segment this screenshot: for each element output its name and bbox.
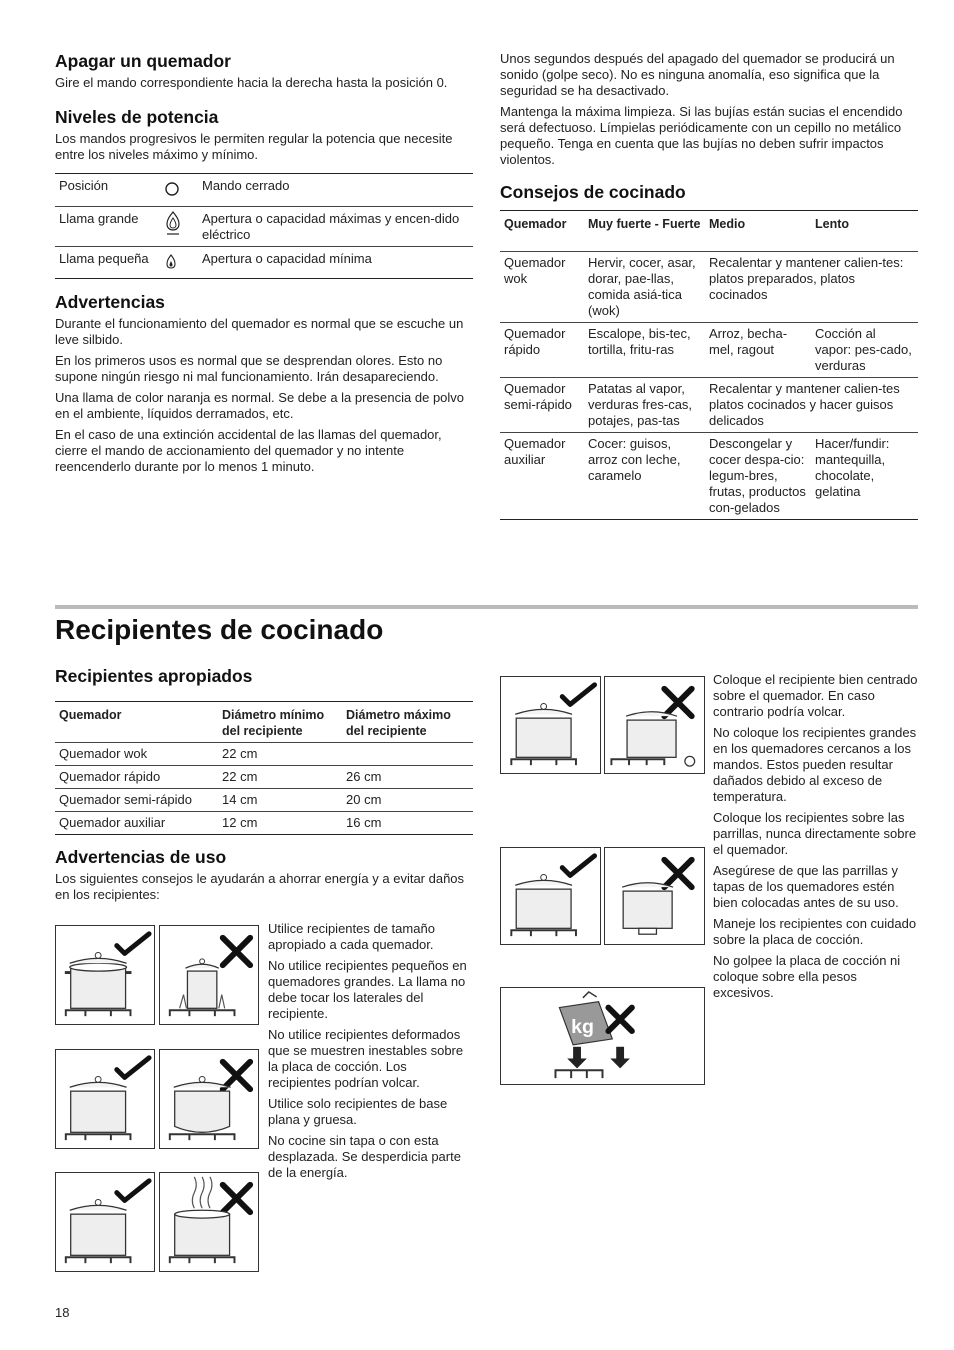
circle-icon <box>160 174 198 207</box>
apropiados-header: Diámetro mínimo del recipiente <box>222 708 325 738</box>
niveles-label: Llama grande <box>55 207 160 247</box>
consejos-row <box>500 378 918 433</box>
uso-intro: Los siguientes consejos le ayudarán a ahorrar energía y a evitar daños en los recipientes: <box>55 871 465 902</box>
advertencias-p3: Una llama de color naranja es normal. Se debe a la presencia de polvo en el ambiente, líquidos derramados, etc. <box>55 390 465 421</box>
left-column <box>55 50 473 480</box>
consejos-cell: Quemador wok <box>500 252 584 323</box>
consejos-row <box>500 433 918 520</box>
apropiados-cell: 12 cm <box>218 812 342 835</box>
page-number: 18 <box>55 1305 70 1320</box>
niveles-label: Posición <box>59 178 109 193</box>
apropiados-row <box>55 766 473 789</box>
pot-too-small-illustration <box>159 925 259 1025</box>
consejos-cell: Quemador auxiliar <box>500 433 584 520</box>
large-flame-icon <box>160 207 198 247</box>
consejos-cell: Quemador semi-rápido <box>500 378 584 433</box>
uso-tip: No cocine sin tapa o con esta desplazada. Se desperdicia parte de la energía. <box>268 1133 461 1180</box>
tip-right: No golpee la placa de cocción ni coloque sobre ella pesos excesivos. <box>713 953 901 1000</box>
apropiados-header-row <box>55 702 473 743</box>
tip-right: No coloque los recipientes grandes en los quemadores cercanos a los mandos. Estos pueden resultar dañados debido al exceso de temperatura. <box>713 725 917 804</box>
apropiados-cell: Quemador semi-rápido <box>55 789 218 812</box>
consejos-cell: Hervir, cocer, asar, dorar, pae-llas, comida asiá-tica (wok) <box>584 252 705 323</box>
pot-off-center-illustration <box>604 676 705 774</box>
apropiados-row <box>55 743 473 766</box>
consejos-header-row <box>500 211 918 252</box>
tip-right: Coloque el recipiente bien centrado sobre el quemador. En caso contrario podría volcar. <box>713 672 918 719</box>
apropiados-cell: 20 cm <box>342 789 473 812</box>
apropiados-cell: 22 cm <box>218 743 342 766</box>
consejos-table <box>500 210 918 520</box>
apropiados-cell: 14 cm <box>218 789 342 812</box>
tip-right: Maneje los recipientes con cuidado sobre la placa de cocción. <box>713 916 917 947</box>
uso-tips-left <box>268 921 473 1186</box>
lower-left <box>55 665 473 908</box>
heading-apagar: Apagar un quemador <box>55 51 231 71</box>
consejos-cell: Cocción al vapor: pes-cado, verduras <box>811 323 918 378</box>
pot-on-grate-illustration <box>500 847 601 945</box>
apropiados-cell: Quemador wok <box>55 743 218 766</box>
heading-consejos: Consejos de cocinado <box>500 182 686 202</box>
consejos-row <box>500 252 918 323</box>
consejos-header: Muy fuerte - Fuerte <box>588 217 701 231</box>
uso-tip: No utilice recipientes pequeños en quemadores grandes. La llama no debe tocar los laterales del recipiente. <box>268 958 467 1021</box>
niveles-desc: Apertura o capacidad máximas y encen-dido eléctrico <box>198 207 473 247</box>
weight-label: kg <box>571 1016 595 1039</box>
niveles-desc: Apertura o capacidad mínima <box>198 247 473 279</box>
tip-right: Asegúrese de que las parrillas y tapas de los quemadores estén bien colocadas antes de su uso. <box>713 863 899 910</box>
apropiados-cell: 22 cm <box>218 766 342 789</box>
consejos-cell: Arroz, becha-mel, ragout <box>705 323 811 378</box>
uso-tip: Utilice recipientes de tamaño apropiado a cada quemador. <box>268 921 435 952</box>
right-p1: Unos segundos después del apagado del quemador se producirá un sonido (golpe seco). No es ninguna anomalía, eso significa que la seguridad se ha desactivado. <box>500 51 895 98</box>
pot-on-burner-illustration <box>604 847 705 945</box>
consejos-cell: Patatas al vapor, verduras fres-cas, potajes, pas-tas <box>584 378 705 433</box>
apropiados-row <box>55 789 473 812</box>
tips-right-group-1 <box>713 672 918 1006</box>
heading-advertencias: Advertencias <box>55 292 165 312</box>
consejos-cell: Escalope, bis-tec, tortilla, fritu-ras <box>584 323 705 378</box>
apropiados-cell: 26 cm <box>342 766 473 789</box>
apagar-text: Gire el mando correspondiente hacia la derecha hasta la posición 0. <box>55 75 448 90</box>
pot-flat-base-illustration <box>55 1049 155 1149</box>
uso-tip: No utilice recipientes deformados que se muestren inestables sobre la placa de cocción. Los recipientes podrían volcar. <box>268 1027 464 1090</box>
consejos-cell: Recalentar y mantener calien-tes platos cocinados y hacer guisos delicados <box>705 378 918 433</box>
niveles-label: Llama pequeña <box>55 247 160 279</box>
consejos-header: Medio <box>709 217 746 231</box>
section-title: Recipientes de cocinado <box>55 614 384 645</box>
small-flame-icon <box>160 247 198 279</box>
apropiados-cell: Quemador rápido <box>55 766 218 789</box>
right-column <box>500 51 918 520</box>
consejos-header: Quemador <box>504 217 567 231</box>
pot-centered-illustration <box>500 676 601 774</box>
advertencias-p4: En el caso de una extinción accidental de las llamas del quemador, cierre el mando de accionamiento del quemador y no intente reencenderlo durante por lo menos 1 minuto. <box>55 427 442 474</box>
consejos-row <box>500 323 918 378</box>
heading-apropiados: Recipientes apropiados <box>55 666 253 686</box>
right-p2: Mantenga la máxima limpieza. Si las bujías están sucias el encendido será defectuoso. Límpielas periódicamente con un cepillo no metálico pequeño. Tenga en cuenta que las bujías no deben sufrir impactos violentos. <box>500 104 903 167</box>
consejos-header: Lento <box>815 217 850 231</box>
section-divider <box>55 605 918 609</box>
pot-correct-size-illustration <box>55 925 155 1025</box>
consejos-cell: Descongelar y cocer despa-cio: legum-bres, frutas, productos con-gelados <box>705 433 811 520</box>
heading-niveles: Niveles de potencia <box>55 107 219 127</box>
niveles-desc: Mando cerrado <box>202 178 290 193</box>
apropiados-header: Quemador <box>59 708 122 722</box>
advertencias-p1: Durante el funcionamiento del quemador es normal que se escuche un leve silbido. <box>55 316 464 347</box>
apropiados-cell <box>342 743 473 766</box>
uso-tip: Utilice solo recipientes de base plana y gruesa. <box>268 1096 448 1127</box>
pot-with-lid-illustration <box>55 1172 155 1272</box>
advertencias-p2: En los primeros usos es normal que se desprendan olores. Esto no supone ningún riesgo ni mal funcionamiento. Irán desapareciendo. <box>55 353 443 384</box>
niveles-row <box>55 207 473 247</box>
apropiados-table <box>55 701 473 835</box>
niveles-row <box>55 174 473 207</box>
niveles-table <box>55 173 473 279</box>
apropiados-row <box>55 812 473 835</box>
pot-without-lid-illustration <box>159 1172 259 1272</box>
pot-deformed-illustration <box>159 1049 259 1149</box>
niveles-row <box>55 247 473 279</box>
apropiados-cell: Quemador auxiliar <box>55 812 218 835</box>
consejos-cell: Cocer: guisos, arroz con leche, caramelo <box>584 433 705 520</box>
niveles-text: Los mandos progresivos le permiten regular la potencia que necesite entre los niveles máximo y mínimo. <box>55 131 453 162</box>
consejos-cell: Quemador rápido <box>500 323 584 378</box>
apropiados-cell: 16 cm <box>342 812 473 835</box>
apropiados-header: Diámetro máximo del recipiente <box>346 708 451 738</box>
heading-uso: Advertencias de uso <box>55 847 227 867</box>
weight-warning-illustration <box>500 987 705 1085</box>
tip-right: Coloque los recipientes sobre las parrillas, nunca directamente sobre el quemador. <box>713 810 917 857</box>
consejos-cell: Recalentar y mantener calien-tes: platos preparados, platos cocinados <box>705 252 918 323</box>
consejos-cell: Hacer/fundir: mantequilla, chocolate, gelatina <box>811 433 918 520</box>
